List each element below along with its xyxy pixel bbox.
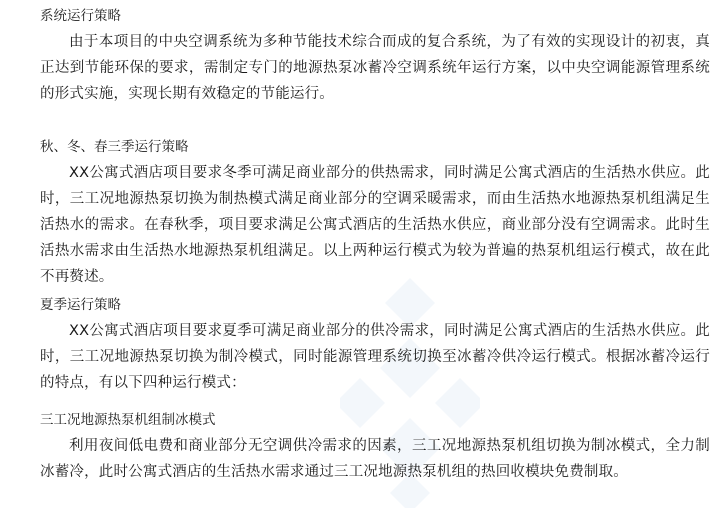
section-paragraph: 由于本项目的中央空调系统为多种节能技术综合而成的复合系统，为了有效的实现设计的初衷，真正达到节能环保的要求，需制定专门的地源热泵冰蓄冷空调系统年运行方案，以中央空调能源管理系统的形式实施，实现长期有效稳定的节能运行。 [40, 34, 710, 102]
section-autumn-winter-spring-strategy [40, 137, 710, 290]
section-ice-making-mode [40, 410, 710, 485]
section-paragraph: XX公寓式酒店项目要求夏季可满足商业部分的供冷需求，同时满足公寓式酒店的生活热水供应。此时，三工况地源热泵切换为制冷模式，同时能源管理系统切换至冰蓄冷供冷运行模式。根据冰蓄冷运行的特点，有以下四种运行模式： [40, 323, 710, 391]
section-heading: 秋、冬、春三季运行策略 [40, 139, 189, 155]
section-heading: 三工况地源热泵机组制冰模式 [40, 412, 216, 428]
section-heading: 夏季运行策略 [40, 297, 121, 313]
section-system-strategy [40, 6, 710, 107]
section-heading: 系统运行策略 [40, 8, 121, 24]
section-paragraph: XX公寓式酒店项目要求冬季可满足商业部分的供热需求，同时满足公寓式酒店的生活热水供应。此时，三工况地源热泵切换为制热模式满足商业部分的空调采暖需求，而由生活热水地源热泵机组满足生活热水的需求。在春秋季，项目要求满足公寓式酒店的生活热水供应，商业部分没有空调需求。此时生活热水需求由生活热水地源热泵机组满足。以上两种运行模式为较为普遍的热泵机组运行模式，故在此不再赘述。 [40, 165, 710, 285]
section-summer-strategy [40, 295, 710, 396]
section-paragraph: 利用夜间低电费和商业部分无空调供冷需求的因素，三工况地源热泵机组切换为制冰模式，全力制冰蓄冷，此时公寓式酒店的生活热水需求通过三工况地源热泵机组的热回收模块免费制取。 [40, 438, 710, 480]
